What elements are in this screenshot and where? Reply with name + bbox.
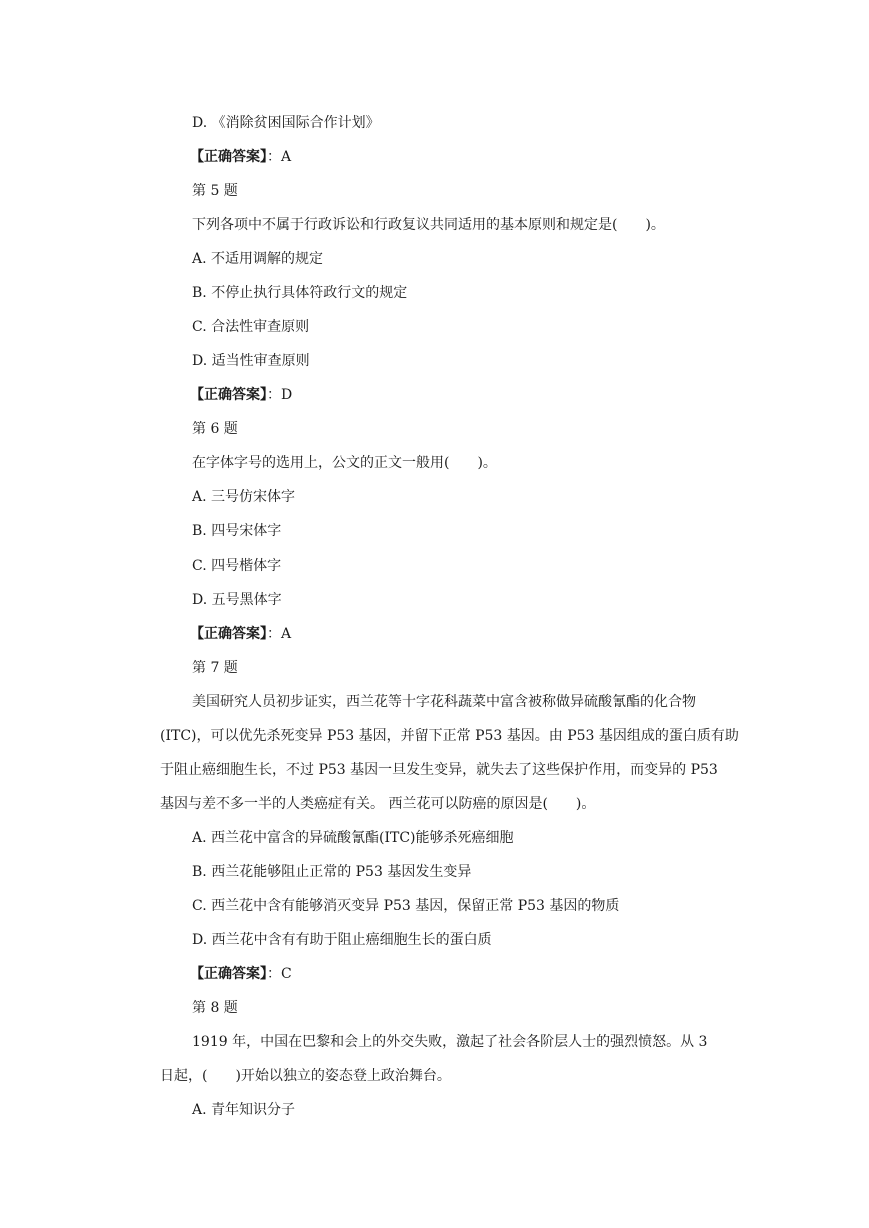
q5-option-a: A. 不适用调解的规定 <box>192 251 324 267</box>
q8-stem-line-1: 1919 年，中国在巴黎和会上的外交失败，激起了社会各阶层人士的强烈愤怒。从 3 <box>192 1034 708 1050</box>
q6-option-c: C. 四号楷体字 <box>192 558 282 574</box>
q5-option-d: D. 适当性审查原则 <box>192 353 310 369</box>
q5-stem: 下列各项中不属于行政诉讼和行政复议共同适用的基本原则和规定是( )。 <box>192 217 665 233</box>
answer-value: ：C <box>267 966 292 982</box>
q6-option-d: D. 五号黑体字 <box>192 592 282 608</box>
answer-label: 【正确答案】 <box>190 387 267 403</box>
q7-option-b: B. 西兰花能够阻止正常的 P53 基因发生变异 <box>192 864 472 880</box>
answer-label: 【正确答案】 <box>190 149 267 165</box>
q4-answer <box>190 148 750 166</box>
q6-option-a: A. 三号仿宋体字 <box>192 489 296 505</box>
q7-answer <box>190 965 750 983</box>
q5-option-b: B. 不停止执行具体符政行文的规定 <box>192 285 408 301</box>
q7-option-a: A. 西兰花中富含的异硫酸氰酯(ITC)能够杀死癌细胞 <box>192 830 514 846</box>
q6-stem: 在字体字号的选用上，公文的正文一般用( )。 <box>192 455 497 471</box>
q7-title: 第 7 题 <box>192 660 238 676</box>
answer-value: ：A <box>267 626 292 642</box>
q7-stem-line-3: 于阻止癌细胞生长，不过 P53 基因一旦发生变异，就失去了这些保护作用，而变异的 P53 <box>160 762 718 778</box>
q7-option-c: C. 西兰花中含有能够消灭变异 P53 基因，保留正常 P53 基因的物质 <box>192 898 620 914</box>
q6-title: 第 6 题 <box>192 421 238 437</box>
q6-option-b: B. 四号宋体字 <box>192 523 282 539</box>
answer-value: ：D <box>267 387 293 403</box>
q5-answer <box>190 386 750 404</box>
q4-option-d: D. 《消除贫困国际合作计划》 <box>192 115 380 131</box>
q5-title: 第 5 题 <box>192 183 238 199</box>
q8-title: 第 8 题 <box>192 1000 238 1016</box>
q6-answer <box>190 625 750 643</box>
q8-option-a: A. 青年知识分子 <box>192 1102 296 1118</box>
q7-stem-line-4: 基因与差不多一半的人类癌症有关。 西兰花可以防癌的原因是( )。 <box>160 796 596 812</box>
answer-label: 【正确答案】 <box>190 966 267 982</box>
q5-option-c: C. 合法性审查原则 <box>192 319 310 335</box>
q7-stem-line-1: 美国研究人员初步证实，西兰花等十字花科蔬菜中富含被称做异硫酸氰酯的化合物 <box>192 694 696 710</box>
answer-label: 【正确答案】 <box>190 626 267 642</box>
q8-stem-line-2: 日起，( )开始以独立的姿态登上政治舞台。 <box>160 1068 451 1084</box>
q7-stem-line-2: (ITC)，可以优先杀死变异 P53 基因，并留下正常 P53 基因。由 P53 基因组成的蛋白质有助 <box>160 728 739 744</box>
answer-value: ：A <box>267 149 292 165</box>
q7-option-d: D. 西兰花中含有有助于阻止癌细胞生长的蛋白质 <box>192 932 492 948</box>
